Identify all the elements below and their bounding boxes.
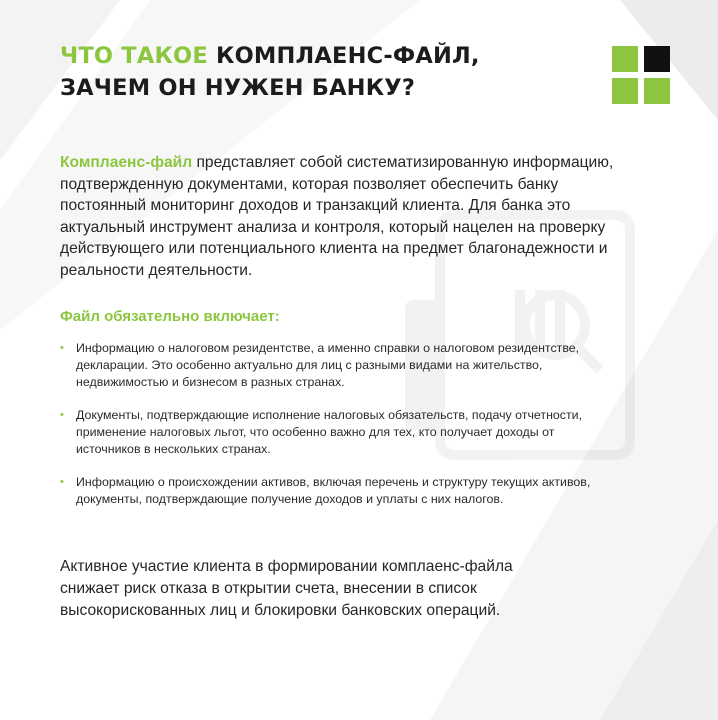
list-item-text: Документы, подтверждающие исполнение налоговых обязательств, подачу отчетности, применение налоговых льгот, что особенно важно для тех, кто получает доходы от источников в нескольких странах. <box>76 408 583 456</box>
logo-square-top-left <box>612 46 638 72</box>
list-item-text: Информацию о происхождении активов, включая перечень и структуру текущих активов, документы, подтверждающие получение доходов и уплаты с них налогов. <box>76 475 591 506</box>
list-item <box>60 340 600 391</box>
logo-square-bottom-right <box>644 78 670 104</box>
title-line2: ЗАЧЕМ ОН НУЖЕН БАНКУ? <box>60 75 416 101</box>
requirements-list <box>60 340 600 524</box>
intro-text: представляет собой систематизированную информацию, подтвержденную документами, которая позволяет обеспечить банку постоянный мониторинг доходов и транзакций клиента. Для банка это актуальный инструмент анализа и контроля, который нацелен на проверку действующего или потенциального клиента на предмет благонадежности и реальности деятельности. <box>60 154 614 279</box>
page-title <box>60 40 480 104</box>
list-heading: Файл обязательно включает: <box>60 308 280 325</box>
intro-highlight: Комплаенс-файл <box>60 154 193 171</box>
title-accent: ЧТО ТАКОЕ <box>60 43 208 69</box>
logo-squares <box>612 46 670 104</box>
bullet-icon: • <box>60 409 64 421</box>
list-item-text: Информацию о налоговом резидентстве, а именно справки о налоговом резидентстве, декларации. Это особенно актуально для лиц с разными видами на жительство, недвижимостью и бизнесом в разных странах. <box>76 341 580 389</box>
bullet-icon: • <box>60 476 64 488</box>
intro-paragraph <box>60 152 620 281</box>
title-line1-rest: КОМПЛАЕНС-ФАЙЛ, <box>216 43 480 69</box>
logo-square-top-right <box>644 46 670 72</box>
logo-square-bottom-left <box>612 78 638 104</box>
bullet-icon: • <box>60 342 64 354</box>
list-item <box>60 474 600 508</box>
closing-paragraph: Активное участие клиента в формировании комплаенс-файла снижает риск отказа в открытии счета, внесении в список высокорискованных лиц и блокировки банковских операций. <box>60 558 513 619</box>
list-item <box>60 407 600 458</box>
